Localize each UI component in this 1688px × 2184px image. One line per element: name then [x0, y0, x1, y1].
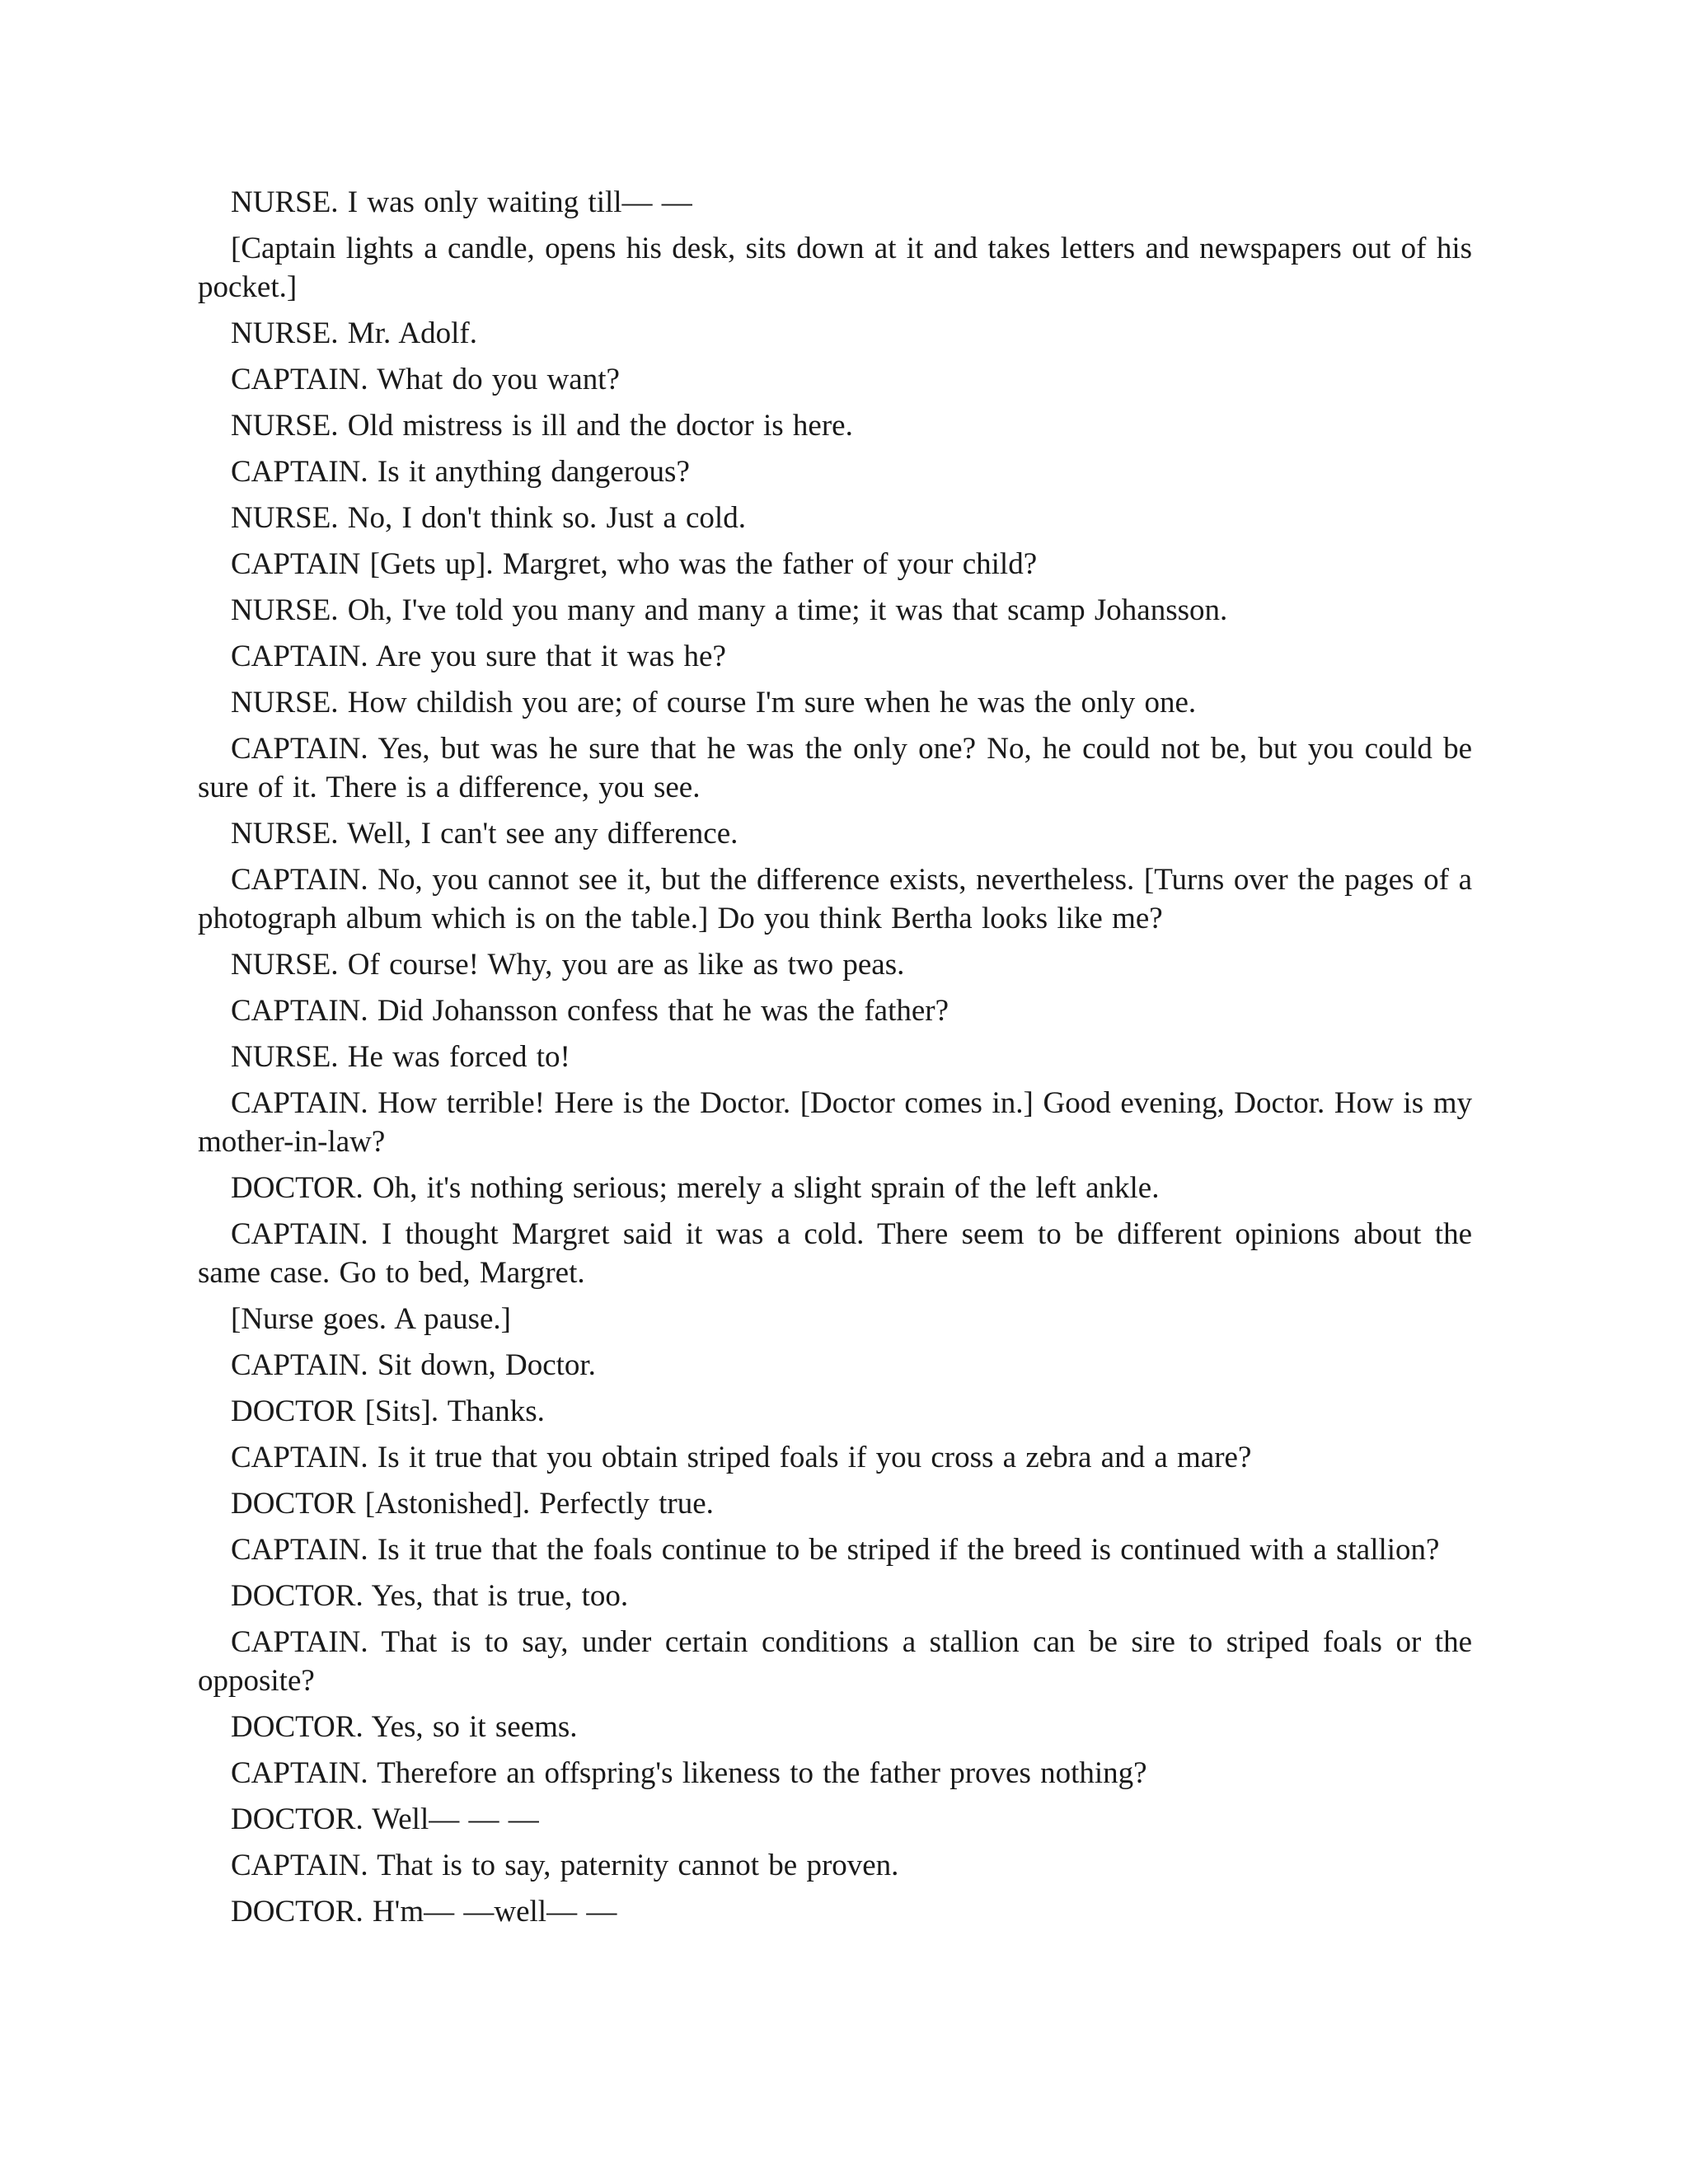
dialogue-paragraph: CAPTAIN. No, you cannot see it, but the difference exists, nevertheless. [Turns over the pages of a photograph album which is on the table.] Do you think Bertha looks like me? — [198, 863, 1472, 935]
dialogue-paragraph: NURSE. How childish you are; of course I'm sure when he was the only one. — [231, 686, 1197, 719]
dialogue-paragraph: CAPTAIN. What do you want? — [231, 363, 620, 396]
dialogue-paragraph: DOCTOR. Yes, that is true, too. — [231, 1579, 629, 1613]
dialogue-paragraph: DOCTOR [Astonished]. Perfectly true. — [231, 1487, 714, 1521]
dialogue-paragraph: DOCTOR. Oh, it's nothing serious; merely a slight sprain of the left ankle. — [231, 1171, 1160, 1205]
dialogue-paragraph: CAPTAIN. Is it true that you obtain striped foals if you cross a zebra and a mare? — [231, 1441, 1252, 1474]
play-text — [198, 183, 1472, 1938]
dialogue-paragraph: CAPTAIN. Yes, but was he sure that he was the only one? No, he could not be, but you could be sure of it. There is a difference, you see. — [198, 732, 1472, 804]
dialogue-paragraph: [Captain lights a candle, opens his desk, sits down at it and takes letters and newspapers out of his pocket.] — [198, 232, 1472, 304]
dialogue-paragraph: DOCTOR. H'm— —well— — — [231, 1895, 617, 1929]
dialogue-paragraph: CAPTAIN. Is it anything dangerous? — [231, 455, 690, 489]
dialogue-paragraph: CAPTAIN. Therefore an offspring's likeness to the father proves nothing? — [231, 1756, 1147, 1790]
dialogue-paragraph: CAPTAIN. Is it true that the foals continue to be striped if the breed is continued with a stallion? — [231, 1533, 1440, 1567]
dialogue-paragraph: NURSE. I was only waiting till— — — [231, 185, 692, 219]
dialogue-paragraph: NURSE. Oh, I've told you many and many a time; it was that scamp Johansson. — [231, 593, 1228, 627]
dialogue-paragraph: CAPTAIN. Sit down, Doctor. — [231, 1348, 596, 1382]
dialogue-paragraph: NURSE. He was forced to! — [231, 1040, 570, 1074]
dialogue-paragraph: DOCTOR. Yes, so it seems. — [231, 1710, 578, 1744]
dialogue-paragraph: NURSE. Well, I can't see any difference. — [231, 817, 738, 851]
dialogue-paragraph: [Nurse goes. A pause.] — [231, 1302, 511, 1336]
dialogue-paragraph: CAPTAIN [Gets up]. Margret, who was the father of your child? — [231, 547, 1038, 581]
dialogue-paragraph: CAPTAIN. I thought Margret said it was a cold. There seem to be different opinions about the same case. Go to bed, Margret. — [198, 1217, 1472, 1290]
dialogue-paragraph: CAPTAIN. How terrible! Here is the Doctor. [Doctor comes in.] Good evening, Doctor. How is my mother-in-law? — [198, 1086, 1472, 1159]
dialogue-paragraph: NURSE. Of course! Why, you are as like as two peas. — [231, 948, 905, 982]
dialogue-paragraph: DOCTOR. Well— — — — [231, 1802, 539, 1836]
dialogue-paragraph: CAPTAIN. That is to say, paternity cannot be proven. — [231, 1849, 899, 1882]
dialogue-paragraph: NURSE. No, I don't think so. Just a cold. — [231, 501, 746, 535]
dialogue-paragraph: DOCTOR [Sits]. Thanks. — [231, 1394, 545, 1428]
dialogue-paragraph: NURSE. Mr. Adolf. — [231, 316, 478, 350]
dialogue-paragraph: CAPTAIN. Did Johansson confess that he was the father? — [231, 994, 950, 1028]
dialogue-paragraph: CAPTAIN. Are you sure that it was he? — [231, 640, 726, 673]
dialogue-paragraph: NURSE. Old mistress is ill and the doctor is here. — [231, 409, 853, 443]
dialogue-paragraph: CAPTAIN. That is to say, under certain conditions a stallion can be sire to striped foals or the opposite? — [198, 1625, 1472, 1698]
